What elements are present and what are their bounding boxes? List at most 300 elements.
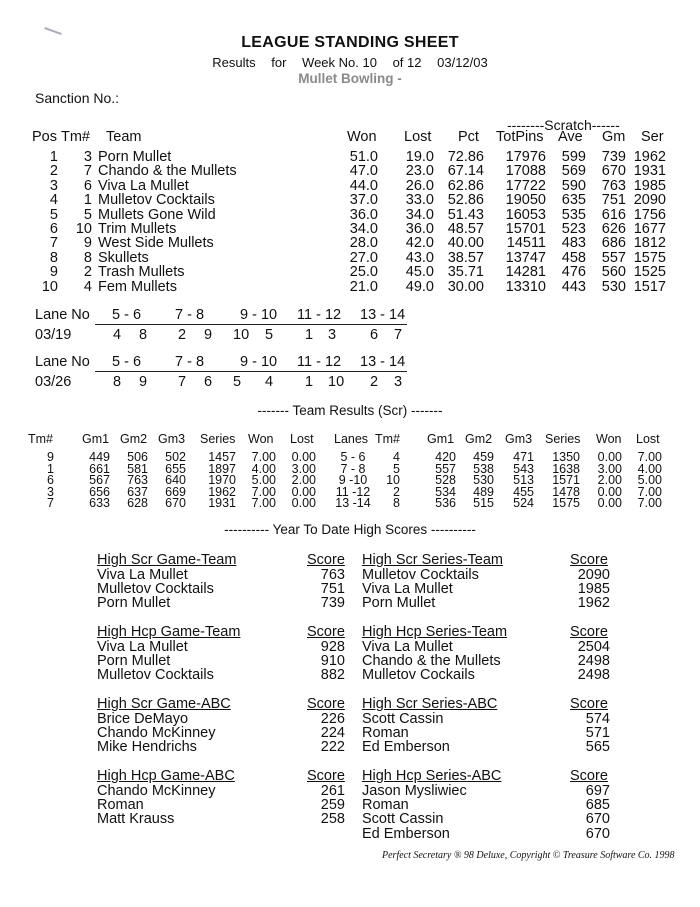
- team-results-cell: 2.00: [597, 473, 622, 488]
- standings-header-ser: Ser: [641, 129, 664, 145]
- team-results-cell: 670: [165, 496, 186, 511]
- standings-cell: 14511: [506, 235, 546, 252]
- ytd-entry-name: Mulletov Cockails: [362, 667, 475, 684]
- team-results-header: Won: [248, 432, 274, 446]
- team-results-cell: 6: [47, 473, 54, 488]
- footer-copyright: Perfect Secretary ® 98 Deluxe, Copyright © Treasure Software Co. 1998: [382, 850, 675, 861]
- ytd-entry-name: Ed Emberson: [362, 825, 450, 842]
- standings-header-ave: Ave: [558, 129, 583, 145]
- team-results-cell: 1575: [552, 496, 580, 511]
- team-results-cell: 637: [127, 484, 148, 499]
- team-results-cell: 655: [165, 461, 186, 476]
- ytd-entry-score: 670: [585, 811, 610, 828]
- standings-cell: 17976: [505, 149, 546, 165]
- standings-cell: 1575: [633, 249, 666, 266]
- standings-cell: 616: [601, 206, 626, 223]
- team-results-header: Series: [200, 432, 236, 446]
- ytd-title: ---------- Year To Date High Scores ----------: [224, 522, 476, 537]
- team-results-cell: 0.00: [291, 496, 316, 511]
- team-results-cell: 628: [127, 496, 148, 511]
- team-results-header: Gm2: [465, 432, 493, 446]
- scratch-label: --------Scratch------: [507, 117, 620, 133]
- ytd-score-label: Score: [307, 696, 345, 712]
- standings-cell: 15701: [505, 221, 546, 237]
- lane-date: 03/19: [35, 327, 72, 343]
- standings-cell: 9: [83, 235, 92, 252]
- team-results-header: Won: [596, 432, 622, 446]
- week-label: Week No. 10: [302, 55, 377, 70]
- team-results-cell: 557: [435, 461, 456, 476]
- team-results-cell: 459: [473, 450, 494, 464]
- results-subtitle: [0, 55, 700, 70]
- lane-pair: 13 - 14: [360, 307, 406, 323]
- ytd-category-title: High Hcp Game-Team: [97, 624, 241, 640]
- team-results-cell: 506: [127, 450, 148, 464]
- standings-cell: 599: [561, 149, 586, 165]
- standings-cell: 47.0: [349, 163, 378, 180]
- standings-cell: 1756: [633, 206, 666, 223]
- ytd-entry-score: 751: [320, 581, 345, 598]
- standings-header-totpins: TotPins: [496, 129, 544, 145]
- team-results-header: Tm#: [28, 432, 53, 446]
- ytd-entry-name: Viva La Mullet: [97, 567, 188, 583]
- standings-cell: 1931: [633, 163, 666, 180]
- lane-pair: 11 - 12: [297, 307, 342, 323]
- standings-cell: 670: [601, 163, 626, 180]
- lane-team: 9: [139, 374, 148, 390]
- lane-divider: [95, 371, 407, 372]
- team-results-header: Series: [545, 432, 581, 446]
- standings-cell: 42.0: [405, 235, 434, 252]
- ytd-entry-score: 2498: [577, 667, 610, 684]
- standings-cell: 7: [49, 235, 58, 252]
- lane-pair: 9 - 10: [240, 354, 278, 370]
- ytd-entry-name: Scott Cassin: [362, 811, 444, 828]
- team-results-cell: 8: [393, 496, 400, 511]
- team-results-cell: 2.00: [291, 473, 316, 488]
- team-results-cell: 10: [386, 473, 400, 488]
- standings-cell: 36.0: [405, 221, 434, 237]
- team-results-cell: 640: [165, 473, 186, 488]
- ytd-entry-name: Chando McKinney: [97, 783, 216, 799]
- team-results-cell: 528: [435, 473, 456, 488]
- standings-cell: 25.0: [349, 264, 378, 281]
- team-results-cell: 513: [513, 473, 534, 488]
- team-results-cell: 656: [89, 484, 110, 499]
- team-results-cell: 4: [393, 450, 400, 464]
- team-results-cell: 763: [127, 473, 148, 488]
- lane-team: 1: [305, 327, 314, 343]
- standings-cell: 17722: [505, 177, 546, 194]
- lane-team: 6: [204, 374, 213, 390]
- ytd-entry-name: Scott Cassin: [362, 711, 444, 727]
- standings-cell: 5: [83, 206, 92, 223]
- standings-cell: 2: [83, 264, 92, 281]
- ytd-entry-score: 261: [320, 783, 345, 799]
- lane-pair: 7 - 8: [175, 307, 205, 323]
- team-results-cell: 1970: [208, 473, 236, 488]
- ytd-entry-name: Viva La Mullet: [362, 581, 453, 598]
- lane-team: 10: [328, 374, 345, 390]
- standings-header-gm: Gm: [602, 129, 626, 145]
- team-results-cell: 1457: [208, 450, 236, 464]
- team-results-cell: 502: [165, 450, 186, 464]
- standings-cell: 483: [561, 235, 586, 252]
- ytd-score-label: Score: [570, 696, 608, 712]
- results-label: Results: [212, 55, 256, 70]
- standings-cell: 67.14: [447, 163, 484, 180]
- standings-cell: 1517: [633, 278, 666, 295]
- standings-cell: 523: [561, 221, 586, 237]
- team-results-cell: 1478: [552, 484, 580, 499]
- ytd-category-title: High Scr Game-Team: [97, 552, 237, 568]
- team-results-cell: 661: [89, 461, 110, 476]
- ytd-entry-score: 574: [585, 711, 610, 727]
- standings-cell: 34.0: [349, 221, 378, 237]
- team-results-cell: 420: [435, 450, 456, 464]
- team-results-cell: 5: [393, 461, 400, 476]
- lane-pair: 11 - 12: [297, 354, 342, 370]
- standings-cell: 9: [49, 264, 58, 281]
- standings-cell: 8: [49, 249, 58, 266]
- standings-cell: 27.0: [349, 249, 378, 266]
- ytd-score-label: Score: [570, 624, 608, 640]
- team-results-cell: 1962: [208, 484, 236, 499]
- ytd-entry-name: Chando McKinney: [97, 725, 216, 742]
- ytd-entry-name: Porn Mullet: [362, 595, 436, 612]
- ytd-entry-name: Porn Mullet: [97, 595, 171, 612]
- team-results-cell: 3: [47, 484, 54, 499]
- team-results-cell: 524: [513, 496, 534, 511]
- standings-cell: 23.0: [405, 163, 434, 180]
- standings-cell: 13310: [505, 278, 546, 295]
- standings-cell: 72.86: [447, 149, 484, 165]
- standings-cell: 16053: [505, 206, 546, 223]
- ytd-entry-score: 685: [585, 797, 610, 814]
- standings-cell: 6: [83, 177, 92, 194]
- standings-cell: 557: [601, 249, 626, 266]
- standings-cell: 45.0: [405, 264, 434, 281]
- team-results-cell: 1571: [552, 473, 580, 488]
- team-results-cell: 534: [435, 484, 456, 499]
- team-results-cell: 1: [47, 461, 54, 476]
- lane-team: 5: [265, 327, 274, 343]
- lane-pair: 7 - 8: [175, 354, 205, 370]
- ytd-entry-name: Chando & the Mullets: [362, 653, 501, 670]
- standings-cell: 2090: [633, 192, 666, 209]
- lane-team: 8: [139, 327, 148, 343]
- standings-cell: Mulletov Cocktails: [98, 192, 215, 209]
- standings-cell: Trim Mullets: [98, 221, 177, 237]
- standings-cell: West Side Mullets: [98, 235, 214, 252]
- standings-cell: 530: [601, 278, 626, 295]
- standings-cell: 751: [601, 192, 626, 209]
- ytd-entry-score: 928: [320, 639, 345, 655]
- lane-team: 4: [265, 374, 274, 390]
- ytd-score-label: Score: [307, 552, 345, 568]
- ytd-entry-score: 670: [585, 825, 610, 842]
- team-results-header-lanes: Lanes: [334, 432, 369, 446]
- standings-cell: 26.0: [405, 177, 434, 194]
- team-results-cell: 471: [513, 450, 534, 464]
- team-results-cell: 5.00: [637, 473, 662, 488]
- lane-divider: [95, 324, 407, 325]
- ytd-entry-name: Jason Mysliwiec: [362, 783, 467, 799]
- lane-team: 1: [305, 374, 314, 390]
- team-results-cell: 0.00: [291, 450, 316, 464]
- team-results-cell: 0.00: [597, 496, 622, 511]
- ytd-category-title: High Hcp Series-Team: [362, 624, 508, 640]
- team-results-cell: 2: [393, 484, 400, 499]
- team-results-cell: 489: [473, 484, 494, 499]
- standings-cell: 28.0: [349, 235, 378, 252]
- standings-cell: 560: [601, 264, 626, 281]
- standings-cell: Fem Mullets: [98, 278, 177, 295]
- team-results-cell: 0.00: [597, 450, 622, 464]
- team-results-cell: 449: [89, 450, 110, 464]
- team-results-cell: 0.00: [291, 484, 316, 499]
- team-results-cell: 3.00: [597, 461, 622, 476]
- team-results-header: Lost: [290, 432, 314, 446]
- ytd-entry-name: Porn Mullet: [97, 653, 171, 670]
- standings-cell: 44.0: [349, 177, 378, 194]
- ytd-entry-name: Viva La Mullet: [362, 639, 453, 655]
- team-results-cell: 669: [165, 484, 186, 499]
- standings-cell: 4: [49, 192, 58, 209]
- standings-cell: 476: [561, 264, 586, 281]
- lane-pair: 5 - 6: [112, 307, 142, 323]
- lane-team: 9: [204, 327, 213, 343]
- standings-cell: 17088: [505, 163, 546, 180]
- standings-cell: Mullets Gone Wild: [98, 206, 216, 223]
- lane-team: 8: [113, 374, 122, 390]
- ytd-score-label: Score: [570, 552, 608, 568]
- ytd-score-label: Score: [307, 624, 345, 640]
- standings-cell: 635: [561, 192, 586, 209]
- team-results-cell: 536: [435, 496, 456, 511]
- standings-cell: 21.0: [349, 278, 378, 295]
- results-date: 03/12/03: [437, 55, 488, 70]
- standings-cell: 51.43: [447, 206, 484, 223]
- ytd-entry-score: 1985: [577, 581, 610, 598]
- ytd-entry-score: 565: [585, 739, 610, 756]
- standings-cell: Porn Mullet: [98, 149, 172, 165]
- ytd-category-title: High Scr Game-ABC: [97, 696, 231, 712]
- standings-cell: 33.0: [405, 192, 434, 209]
- lane-team: 7: [178, 374, 187, 390]
- team-results-cell: 538: [473, 461, 494, 476]
- team-results-lanes: 9 -10: [338, 473, 368, 488]
- lane-pair: 5 - 6: [112, 354, 142, 370]
- team-results-cell: 4.00: [251, 461, 276, 476]
- standings-cell: 51.0: [349, 149, 378, 165]
- standings-cell: 1985: [633, 177, 666, 194]
- standings-cell: 48.57: [447, 221, 484, 237]
- lane-pair: 9 - 10: [240, 307, 278, 323]
- lane-team: 10: [233, 327, 250, 343]
- standings-cell: 40.00: [447, 235, 484, 252]
- team-results-cell: 633: [89, 496, 110, 511]
- team-results-cell: 7.00: [251, 484, 276, 499]
- team-results-cell: 1638: [552, 461, 580, 476]
- team-results-lanes: 7 - 8: [340, 461, 366, 476]
- team-results-cell: 1931: [208, 496, 236, 511]
- lane-date: 03/26: [35, 374, 72, 390]
- team-results-cell: 4.00: [637, 461, 662, 476]
- standings-cell: 1525: [633, 264, 666, 281]
- team-results-cell: 5.00: [251, 473, 276, 488]
- lane-team: 4: [113, 327, 122, 343]
- standings-cell: 686: [601, 235, 626, 252]
- standings-cell: 1812: [633, 235, 666, 252]
- ytd-entry-score: 259: [320, 797, 345, 814]
- team-results-header: Lost: [636, 432, 660, 446]
- standings-header-won: Won: [347, 129, 377, 145]
- standings-cell: 535: [561, 206, 586, 223]
- lane-team: 3: [394, 374, 403, 390]
- ytd-score-label: Score: [570, 768, 608, 784]
- standings-cell: 34.0: [405, 206, 434, 223]
- ytd-category-title: High Scr Series-Team: [362, 552, 504, 568]
- lane-team: 3: [328, 327, 337, 343]
- standings-cell: 1677: [633, 221, 666, 237]
- standings-cell: 37.0: [349, 192, 378, 209]
- standings-cell: 3: [83, 149, 92, 165]
- standings-cell: 8: [83, 249, 92, 266]
- lane-team: 2: [178, 327, 187, 343]
- standings-cell: 10: [41, 278, 58, 295]
- lane-team: 5: [233, 374, 242, 390]
- team-results-header: Gm2: [120, 432, 148, 446]
- team-results-lanes: 13 -14: [335, 496, 371, 511]
- lane-label: Lane No: [35, 354, 90, 370]
- ytd-category-title: High Hcp Game-ABC: [97, 768, 235, 784]
- standings-cell: 443: [561, 278, 586, 295]
- standings-cell: 35.71: [447, 264, 484, 281]
- standings-cell: 1962: [633, 149, 666, 165]
- standings-cell: 3: [49, 177, 58, 194]
- team-results-cell: 530: [473, 473, 494, 488]
- team-results-cell: 7.00: [637, 496, 662, 511]
- team-results-header: Gm3: [505, 432, 533, 446]
- standings-cell: 763: [601, 177, 626, 194]
- ytd-entry-score: 697: [585, 783, 610, 799]
- team-results-cell: 7.00: [637, 450, 662, 464]
- team-results-cell: 0.00: [597, 484, 622, 499]
- standings-cell: 7: [83, 163, 92, 180]
- standings-cell: 38.57: [447, 249, 484, 266]
- standings-cell: Trash Mullets: [98, 264, 185, 281]
- ytd-entry-score: 258: [320, 811, 345, 828]
- team-results-cell: 1350: [552, 450, 580, 464]
- ytd-entry-score: 226: [320, 711, 345, 727]
- lane-team: 2: [370, 374, 379, 390]
- ytd-entry-name: Roman: [97, 797, 144, 814]
- standings-cell: 5: [49, 206, 58, 223]
- team-results-cell: 7.00: [637, 484, 662, 499]
- sanction-label: Sanction No.:: [35, 90, 120, 106]
- ytd-entry-score: 2090: [577, 567, 610, 583]
- standings-cell: Viva La Mullet: [98, 177, 189, 194]
- ytd-entry-name: Ed Emberson: [362, 739, 450, 756]
- standings-cell: 30.00: [447, 278, 484, 295]
- team-results-header: Tm#: [375, 432, 400, 446]
- team-results-cell: 7.00: [251, 450, 276, 464]
- team-results-title: ------- Team Results (Scr) -------: [257, 403, 443, 418]
- team-results-cell: 7: [47, 496, 54, 511]
- team-results-cell: 9: [47, 450, 54, 464]
- standings-header-tm: Tm#: [61, 129, 90, 145]
- of-label: of 12: [392, 55, 422, 70]
- standings-header-team: Team: [106, 129, 142, 145]
- team-results-cell: 7.00: [251, 496, 276, 511]
- team-results-lanes: 5 - 6: [340, 450, 366, 464]
- ytd-entry-name: Roman: [362, 725, 409, 742]
- standings-header-pos: Pos: [32, 129, 57, 145]
- standings-cell: 36.0: [349, 206, 378, 223]
- ytd-entry-name: Mike Hendrichs: [97, 739, 197, 756]
- team-results-cell: 581: [127, 461, 148, 476]
- league-name: Mullet Bowling -: [298, 71, 402, 86]
- team-results-cell: 455: [513, 484, 534, 499]
- standings-cell: 10: [75, 221, 92, 237]
- standings-cell: 590: [561, 177, 586, 194]
- standings-cell: 2: [49, 163, 58, 180]
- ytd-entry-name: Viva La Mullet: [97, 639, 188, 655]
- standings-cell: 626: [601, 221, 626, 237]
- lane-pair: 13 - 14: [360, 354, 406, 370]
- team-results-cell: 515: [473, 496, 494, 511]
- standings-cell: 6: [49, 221, 58, 237]
- ytd-entry-score: 224: [320, 725, 345, 742]
- standings-cell: Chando & the Mullets: [98, 163, 237, 180]
- page-title: LEAGUE STANDING SHEET: [241, 34, 459, 51]
- standings-cell: 569: [561, 163, 586, 180]
- standings-cell: 458: [561, 249, 586, 266]
- ytd-entry-name: Matt Krauss: [97, 811, 175, 828]
- ytd-entry-score: 763: [320, 567, 345, 583]
- standings-cell: 19050: [505, 192, 546, 209]
- ytd-score-label: Score: [307, 768, 345, 784]
- ytd-entry-score: 739: [320, 595, 345, 612]
- ytd-entry-score: 882: [320, 667, 345, 684]
- ytd-entry-score: 222: [320, 739, 345, 756]
- standings-cell: 49.0: [405, 278, 434, 295]
- standings-cell: 739: [601, 149, 626, 165]
- standings-header-lost: Lost: [404, 129, 432, 145]
- team-results-cell: 567: [89, 473, 110, 488]
- standings-cell: 1: [49, 149, 58, 165]
- ytd-entry-score: 2504: [577, 639, 610, 655]
- standings-header-pct: Pct: [458, 129, 479, 145]
- standings-cell: 52.86: [447, 192, 484, 209]
- ytd-entry-name: Brice DeMayo: [97, 711, 189, 727]
- ytd-category-title: High Scr Series-ABC: [362, 696, 498, 712]
- lane-team: 7: [394, 327, 403, 343]
- standings-cell: 62.86: [447, 177, 484, 194]
- ytd-entry-name: Roman: [362, 797, 409, 814]
- ytd-entry-score: 1962: [577, 595, 610, 612]
- lane-team: 6: [370, 327, 379, 343]
- standings-cell: Skullets: [98, 249, 149, 266]
- ytd-entry-name: Mulletov Cocktails: [97, 581, 214, 598]
- ytd-entry-score: 571: [585, 725, 610, 742]
- standings-cell: 1: [83, 192, 92, 209]
- ytd-entry-name: Mulletov Cocktails: [97, 667, 214, 684]
- lane-label: Lane No: [35, 307, 90, 323]
- standings-cell: 4: [83, 278, 92, 295]
- team-results-lanes: 11 -12: [335, 484, 371, 499]
